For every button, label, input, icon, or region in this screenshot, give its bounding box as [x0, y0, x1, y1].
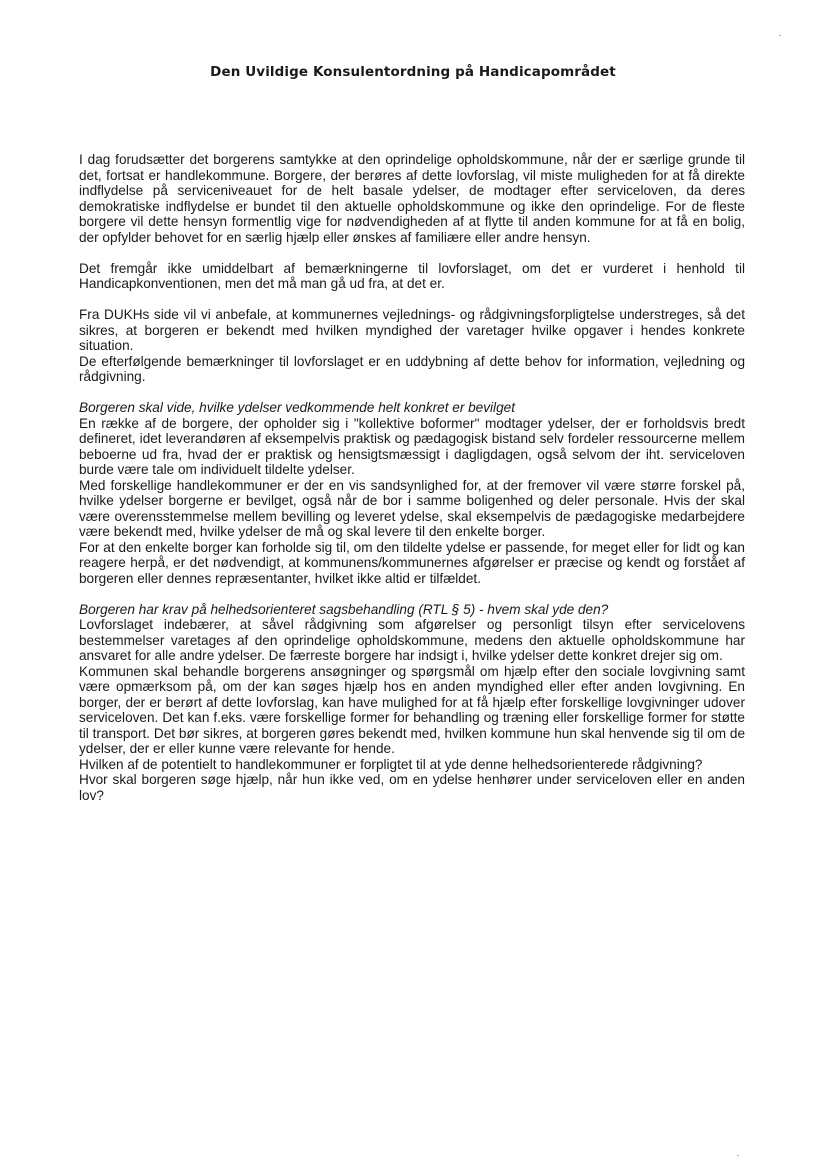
section-heading-2: Borgeren har krav på helhedsorienteret sagsbehandling (RTL § 5) - hvem skal yde den?: [79, 601, 609, 617]
scan-speck: [737, 1155, 739, 1156]
paragraph-3: Fra DUKHs side vil vi anbefale, at kommunernes vejlednings- og rådgivningsforpligtelse understreges, så det sikres, at borgeren er bekendt med hvilken myndighed der varetager hvilke opgaver i hendes konkrete situation.: [79, 307, 745, 353]
paragraph-6: Med forskellige handlekommuner er der en vis sandsynlighed for, at der fremover vil være større forskel på, hvilke ydelser borgerne er bevilget, også når de bor i samme boligenhed og deler personale. Hvis der skal være overensstemmelse mellem bevilling og leveret ydelse, skal eksempelvis de pædagogiske medarbejdere være bekendt med, hvilke ydelser de må og skal levere til den enkelte borger.: [79, 477, 745, 539]
paragraph-spacer: [79, 385, 745, 401]
paragraph-10: Hvilken af de potentielt to handlekommuner er forpligtet til at yde denne helhedsorienterede rådgivning?: [79, 756, 703, 772]
paragraph-spacer: [79, 245, 745, 261]
document-title: Den Uvildige Konsulentordning på Handicapområdet: [210, 64, 616, 80]
paragraph-1: I dag forudsætter det borgerens samtykke at den oprindelige opholdskommune, når der er særlige grunde til det, fortsat er handlekommune. Borgere, der berøres af dette lovforslag, vil miste muligheden for at få direkte indflydelse på serviceniveauet for de helt basale ydelser, de modtager efter serviceloven, da deres demokratiske indflydelse er bundet til den aktuelle opholdskommune og ikke den oprindelige. For de fleste borgere vil dette hensyn formentlig vige for nødvendigheden af at flytte til anden kommune for at få en bolig, der opfylder behovet for en særlig hjælp eller ønskes af familiære eller andre hensyn.: [79, 152, 745, 245]
paragraph-spacer: [79, 586, 745, 602]
paragraph-spacer: [79, 292, 745, 308]
paragraph-4: De efterfølgende bemærkninger til lovforslaget er en uddybning af dette behov for information, vejledning og rådgivning.: [79, 353, 745, 384]
scan-speck: [779, 35, 781, 36]
paragraph-2: Det fremgår ikke umiddelbart af bemærkningerne til lovforslaget, om det er vurderet i henhold til Handicapkonventionen, men det må man gå ud fra, at det er.: [79, 260, 745, 291]
section-heading-1: Borgeren skal vide, hvilke ydelser vedkommende helt konkret er bevilget: [79, 400, 515, 415]
document-body: [79, 152, 745, 803]
paragraph-11: Hvor skal borgeren søge hjælp, når hun ikke ved, om en ydelse henhører under serviceloven eller en anden lov?: [79, 772, 745, 803]
paragraph-7: For at den enkelte borger kan forholde sig til, om den tildelte ydelse er passende, for meget eller for lidt og kan reagere herpå, er det nødvendigt, at kommunens/kommunernes afgørelser er præcise og kendt og forstået af borgeren eller dennes repræsentanter, hvilket ikke altid er tilfældet.: [79, 539, 745, 586]
paragraph-5: En række af de borgere, der opholder sig i "kollektive boformer" modtager ydelser, der er forholdsvis bredt defineret, idet leverandøren af eksempelvis praktisk og pædagogisk bistand selv fordeler ressourcerne mellem beboerne ud fra, hvad der er praktisk og hensigtsmæssigt i dagligdagen, også selvom der iht. serviceloven burde være tale om individuelt tildelte ydelser.: [79, 415, 745, 477]
paragraph-8: Lovforslaget indebærer, at såvel rådgivning som afgørelser og personligt tilsyn efter servicelovens bestemmelser varetages af den oprindelige opholdskommune, medens den aktuelle opholdskommune har ansvaret for alle andre ydelser. De færreste borgere har indsigt i, hvilke ydelser dette konkret drejer sig om.: [79, 617, 745, 663]
paragraph-9: Kommunen skal behandle borgerens ansøgninger og spørgsmål om hjælp efter den sociale lovgivning samt være opmærksom på, om der kan søges hjælp hos en anden myndighed eller efter anden lovgivning. En borger, der er berørt af dette lovforslag, kan have mulighed for at få hjælp efter forskellige lovgivninger udover serviceloven. Det kan f.eks. være forskellige former for behandling og træning eller forskellige former for støtte til transport. Det bør sikres, at borgeren gøres bekendt med, hvilken kommune hun skal henvende sig til om de ydelser, der er eller kunne være relevante for hende.: [79, 663, 745, 756]
